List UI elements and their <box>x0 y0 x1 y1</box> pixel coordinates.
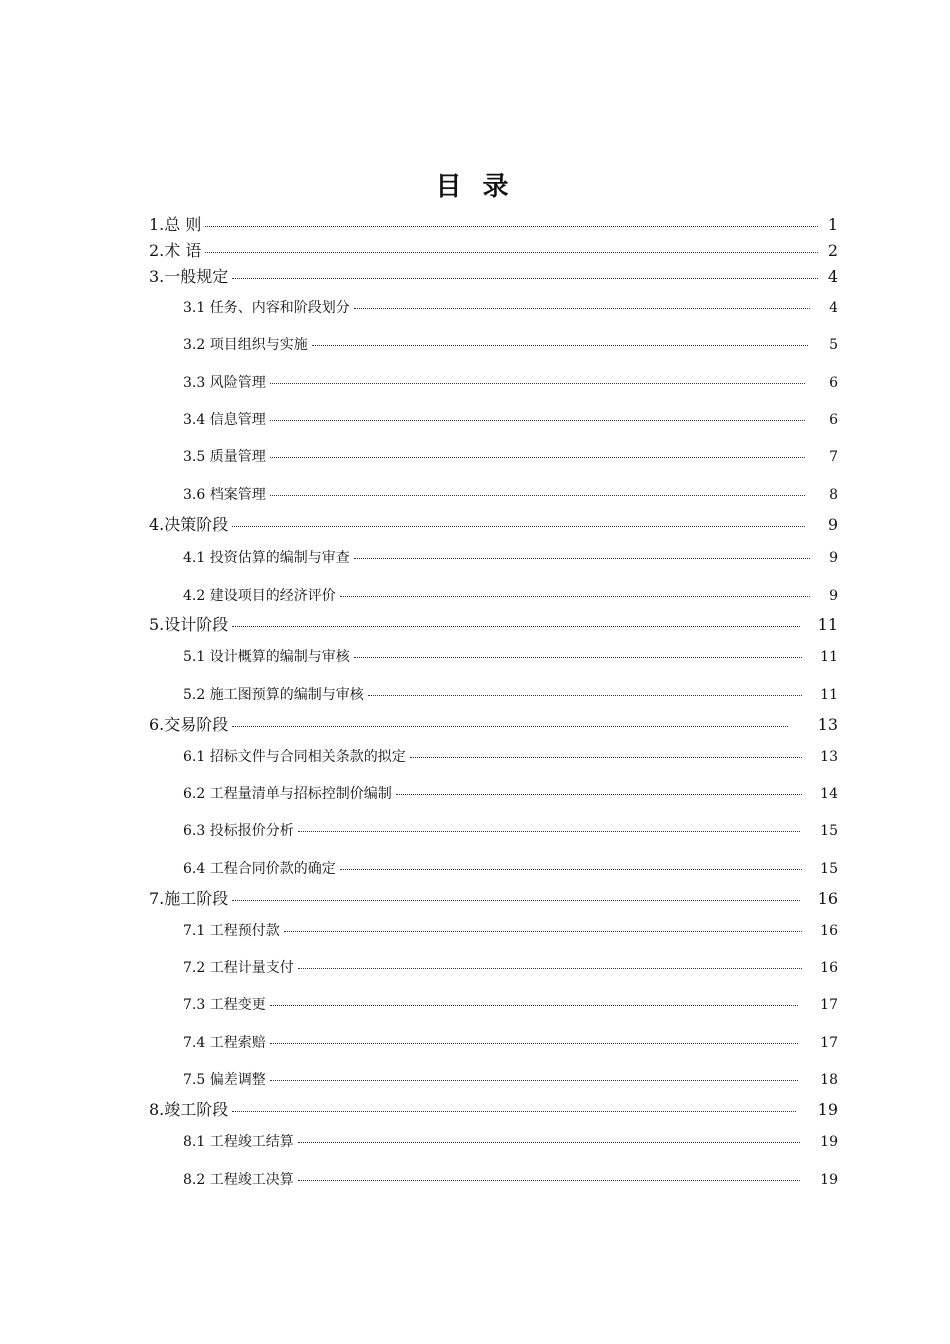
toc-entry[interactable] <box>183 1133 838 1151</box>
toc-dot-leader <box>232 278 818 279</box>
toc-dot-leader <box>298 831 800 832</box>
toc-dot-leader <box>232 1111 796 1112</box>
toc-entry-page-number: 6 <box>829 375 838 391</box>
toc-dot-leader <box>312 345 808 346</box>
toc-entry-page-number: 17 <box>820 997 838 1013</box>
toc-entry-page-number: 19 <box>820 1134 838 1150</box>
toc-entry-page-number: 4 <box>827 267 838 286</box>
toc-entry-label: 7.3 工程变更 <box>183 997 266 1013</box>
toc-entry-page-number: 6 <box>829 412 838 428</box>
toc-entry-label: 1.总 则 <box>149 215 202 234</box>
toc-entry[interactable] <box>183 922 838 940</box>
toc-entry[interactable] <box>183 448 838 466</box>
toc-entry-label: 6.1 招标文件与合同相关条款的拟定 <box>183 749 406 765</box>
toc-entry[interactable] <box>183 336 838 354</box>
toc-entry-label: 4.1 投资估算的编制与审查 <box>183 550 350 566</box>
toc-entry-label: 6.3 投标报价分析 <box>183 823 294 839</box>
toc-entry-label: 5.2 施工图预算的编制与审核 <box>183 687 364 703</box>
toc-entry[interactable] <box>149 215 838 235</box>
toc-entry-page-number: 9 <box>827 515 838 534</box>
toc-dot-leader <box>298 968 802 969</box>
toc-entry[interactable] <box>183 785 838 803</box>
toc-entry[interactable] <box>149 715 838 735</box>
toc-dot-leader <box>354 558 810 559</box>
toc-entry-label: 6.4 工程合同价款的确定 <box>183 861 336 877</box>
toc-entry-label: 3.3 风险管理 <box>183 375 266 391</box>
toc-entry-label: 7.施工阶段 <box>149 889 229 908</box>
toc-entry-label: 2.术 语 <box>149 241 202 260</box>
toc-entry-page-number: 1 <box>827 215 838 234</box>
toc-dot-leader <box>232 626 800 627</box>
toc-entry-page-number: 16 <box>817 889 838 908</box>
toc-entry-page-number: 4 <box>829 300 838 316</box>
toc-entry-page-number: 5 <box>829 337 838 353</box>
toc-entry-page-number: 16 <box>820 923 838 939</box>
toc-dot-leader <box>232 526 805 527</box>
toc-entry-label: 4.决策阶段 <box>149 515 229 534</box>
toc-dot-leader <box>368 695 802 696</box>
toc-dot-leader <box>270 1005 798 1006</box>
toc-dot-leader <box>354 657 802 658</box>
toc-entry-label: 3.一般规定 <box>149 267 229 286</box>
toc-dot-leader <box>270 420 805 421</box>
toc-entry-label: 8.1 工程竣工结算 <box>183 1134 294 1150</box>
toc-entry[interactable] <box>183 411 838 429</box>
toc-dot-leader <box>298 1142 800 1143</box>
toc-entry[interactable] <box>183 996 838 1014</box>
toc-entry-label: 6.交易阶段 <box>149 715 229 734</box>
toc-dot-leader <box>205 226 818 227</box>
toc-entry[interactable] <box>183 1171 838 1189</box>
toc-entry[interactable] <box>183 374 838 392</box>
toc-entry-page-number: 15 <box>820 861 838 877</box>
toc-entry-page-number: 9 <box>829 588 838 604</box>
toc-entry-label: 8.2 工程竣工决算 <box>183 1172 294 1188</box>
toc-entry-page-number: 18 <box>820 1072 838 1088</box>
toc-entry-page-number: 15 <box>820 823 838 839</box>
toc-entry[interactable] <box>149 615 838 635</box>
toc-entry-page-number: 13 <box>820 749 838 765</box>
toc-dot-leader <box>410 757 802 758</box>
toc-dot-leader <box>284 931 802 932</box>
toc-dot-leader <box>340 869 802 870</box>
toc-entry[interactable] <box>183 299 838 317</box>
toc-entry-label: 5.1 设计概算的编制与审核 <box>183 649 350 665</box>
toc-dot-leader <box>298 1180 800 1181</box>
toc-entry-page-number: 11 <box>820 687 838 703</box>
toc-entry[interactable] <box>183 648 838 666</box>
toc-entry-label: 6.2 工程量清单与招标控制价编制 <box>183 786 392 802</box>
toc-entry-page-number: 14 <box>820 786 838 802</box>
toc-dot-leader <box>205 252 818 253</box>
toc-entry[interactable] <box>183 1034 838 1052</box>
toc-entry[interactable] <box>149 267 838 287</box>
toc-entry-label: 8.竣工阶段 <box>149 1100 229 1119</box>
toc-entry[interactable] <box>149 515 838 535</box>
toc-entry[interactable] <box>183 587 838 605</box>
toc-entry[interactable] <box>183 1071 838 1089</box>
toc-dot-leader <box>270 383 805 384</box>
toc-dot-leader <box>232 900 800 901</box>
toc-entry-page-number: 11 <box>817 615 838 634</box>
toc-entry-label: 7.1 工程预付款 <box>183 923 280 939</box>
toc-entry-label: 7.4 工程索赔 <box>183 1035 266 1051</box>
toc-entry-page-number: 13 <box>817 715 838 734</box>
page-title: 目 录 <box>435 172 515 202</box>
toc-entry[interactable] <box>149 241 838 261</box>
toc-dot-leader <box>270 1080 798 1081</box>
toc-entry-label: 3.1 任务、内容和阶段划分 <box>183 300 350 316</box>
toc-entry[interactable] <box>183 959 838 977</box>
toc-dot-leader <box>270 1043 798 1044</box>
toc-entry-page-number: 19 <box>817 1100 838 1119</box>
toc-entry[interactable] <box>183 549 838 567</box>
toc-entry-page-number: 17 <box>820 1035 838 1051</box>
toc-entry-label: 3.4 信息管理 <box>183 412 266 428</box>
toc-dot-leader <box>270 495 805 496</box>
toc-entry-page-number: 19 <box>820 1172 838 1188</box>
toc-entry-page-number: 8 <box>829 487 838 503</box>
toc-entry-label: 7.2 工程计量支付 <box>183 960 294 976</box>
toc-entry-label: 7.5 偏差调整 <box>183 1072 266 1088</box>
toc-entry[interactable] <box>183 822 838 840</box>
toc-dot-leader <box>340 596 810 597</box>
toc-entry-page-number: 11 <box>820 649 838 665</box>
toc-dot-leader <box>396 794 802 795</box>
toc-dot-leader <box>354 308 810 309</box>
toc-entry-label: 3.6 档案管理 <box>183 487 266 503</box>
toc-entry[interactable] <box>183 686 838 704</box>
toc-entry-label: 3.2 项目组织与实施 <box>183 337 308 353</box>
toc-entry[interactable] <box>149 889 838 909</box>
toc-entry[interactable] <box>183 860 838 878</box>
toc-entry-label: 3.5 质量管理 <box>183 449 266 465</box>
toc-entry-page-number: 16 <box>820 960 838 976</box>
toc-entry[interactable] <box>183 486 838 504</box>
toc-entry-label: 4.2 建设项目的经济评价 <box>183 588 336 604</box>
toc-entry-page-number: 2 <box>827 241 838 260</box>
toc-entry[interactable] <box>149 1100 838 1120</box>
toc-entry-label: 5.设计阶段 <box>149 615 229 634</box>
toc-entry-page-number: 9 <box>829 550 838 566</box>
toc-dot-leader <box>270 457 805 458</box>
toc-dot-leader <box>232 726 788 727</box>
toc-entry-page-number: 7 <box>829 449 838 465</box>
toc-entry[interactable] <box>183 748 838 766</box>
